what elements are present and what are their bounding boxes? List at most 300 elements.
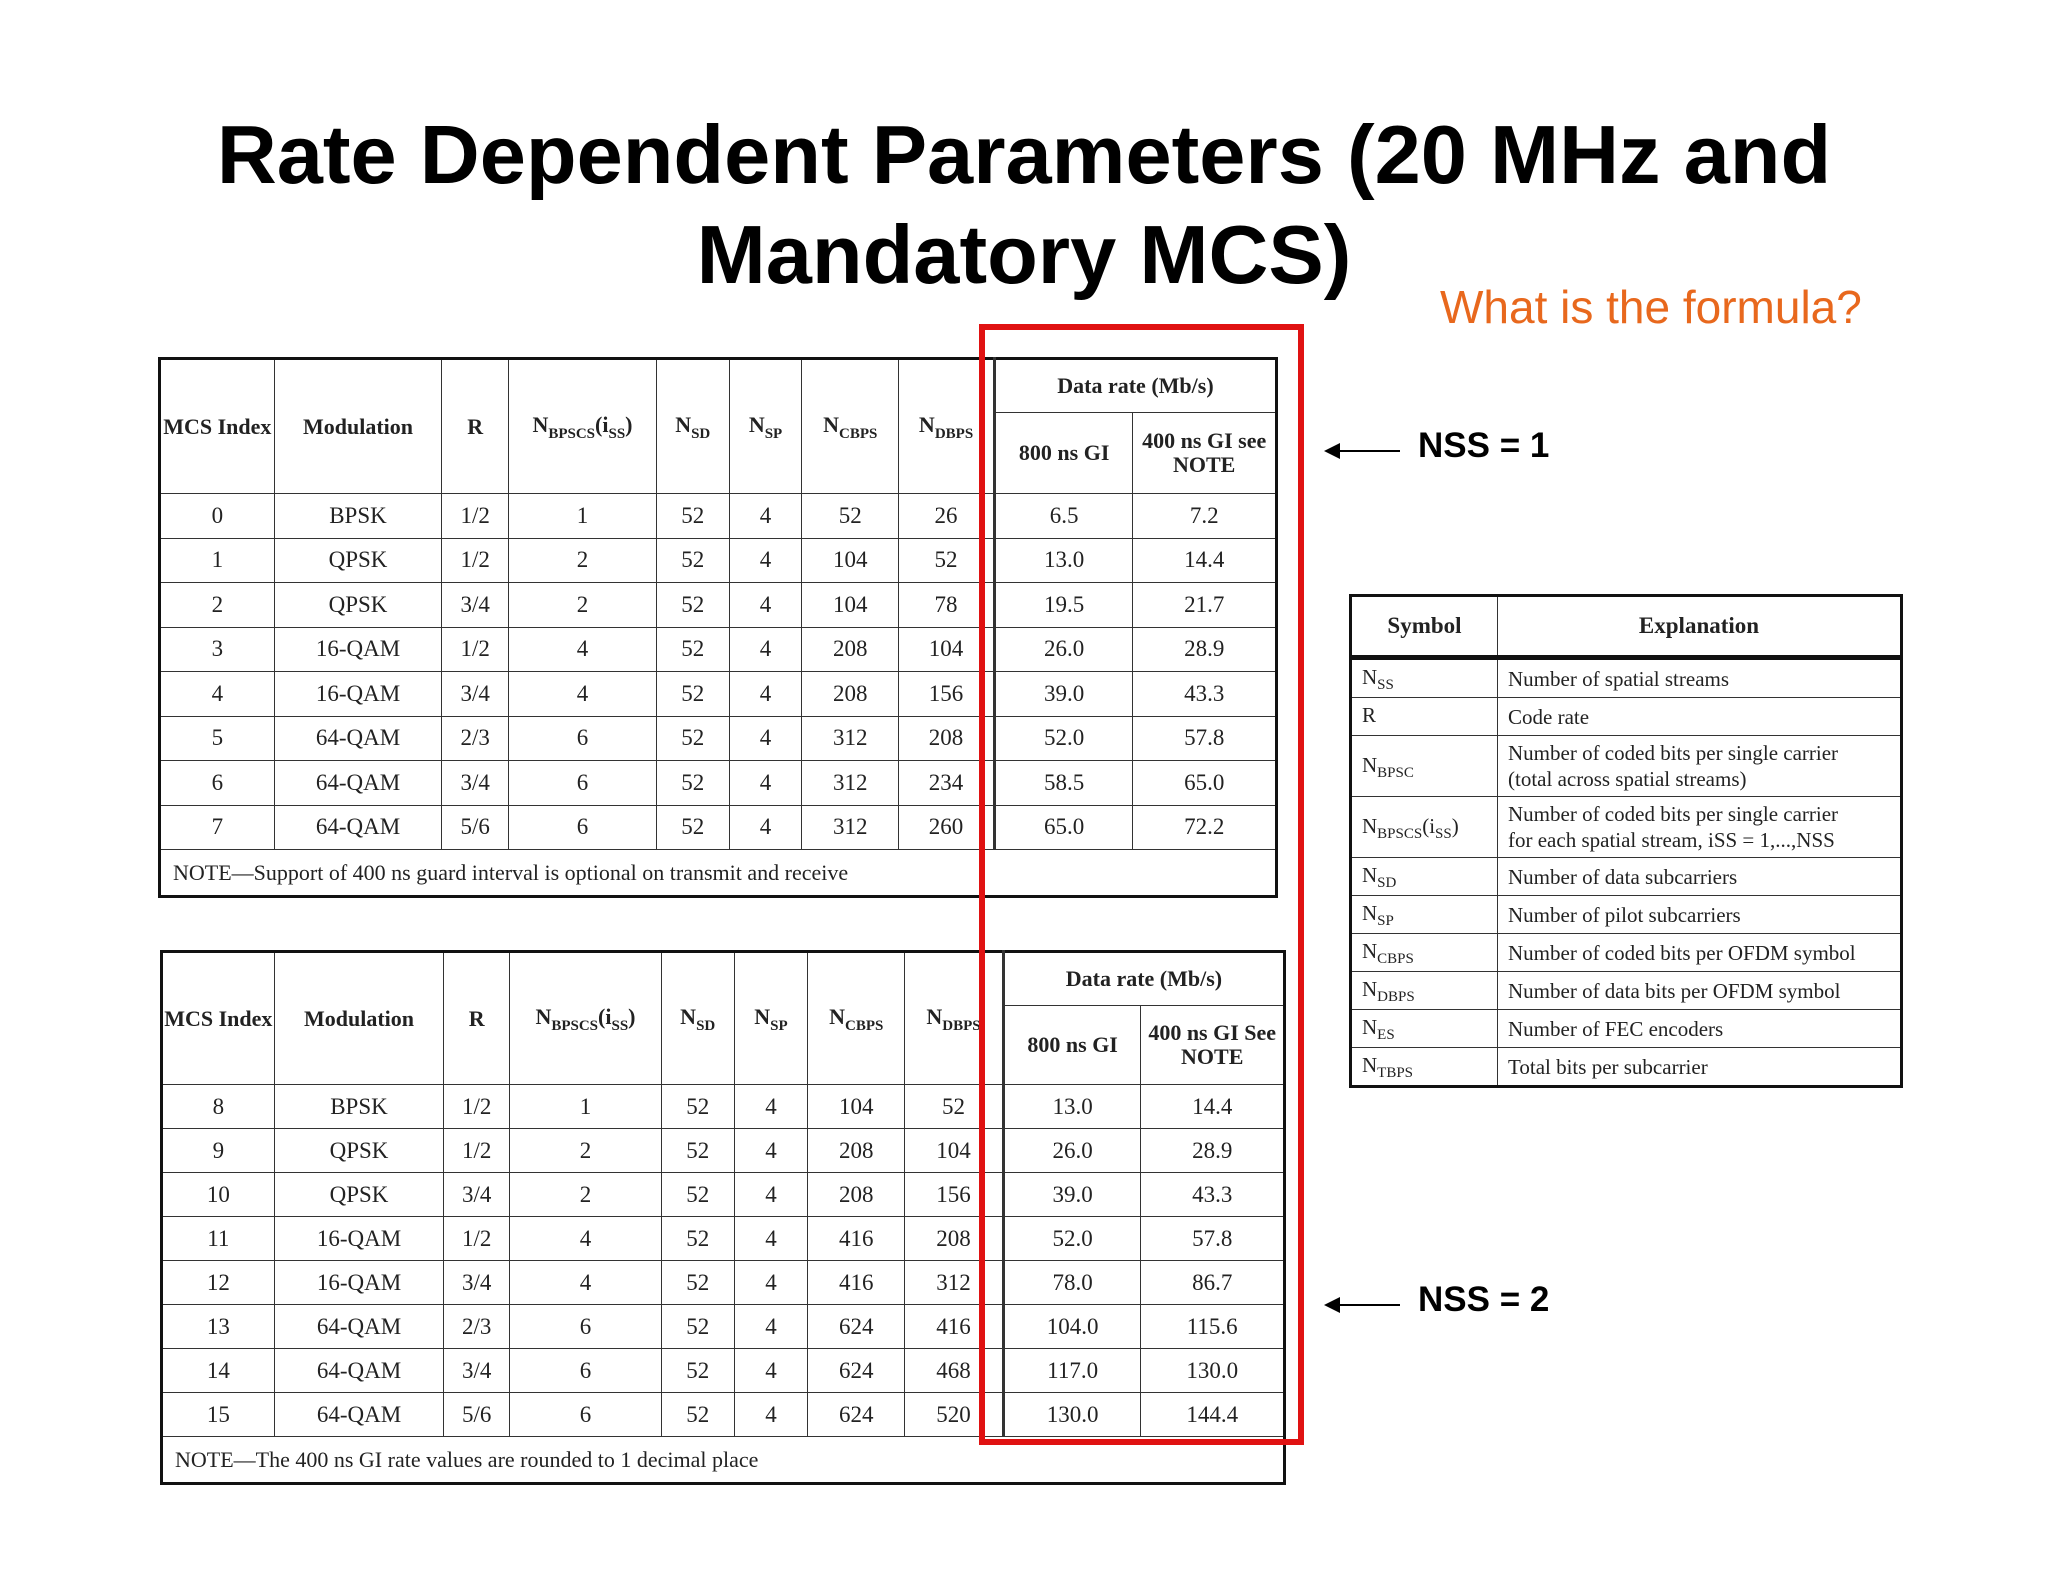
header-nbpscs-n: N (535, 1004, 552, 1029)
cell-modulation: 16-QAM (274, 672, 442, 717)
cell-nsd: 52 (656, 761, 729, 806)
cell-ndbps: 104 (899, 627, 995, 672)
symbol-cell (1351, 797, 1498, 858)
table-body (160, 494, 1277, 850)
cell-nbpscs: 2 (509, 583, 657, 628)
cell-code-rate: 2/3 (444, 1305, 510, 1349)
cell-nsp: 4 (729, 538, 802, 583)
cell-nsp: 4 (734, 1305, 808, 1349)
cell-nbpscs: 6 (509, 805, 657, 850)
symbol-row (1351, 797, 1902, 858)
cell-rate-800ns: 39.0 (1003, 1173, 1141, 1217)
cell-nsd: 52 (656, 494, 729, 539)
explanation-line: Number of coded bits per single carrier (1508, 802, 1839, 826)
symbol-sym: N (1362, 863, 1378, 887)
header-nbpscs-arg: (i (598, 1004, 612, 1029)
cell-nsd: 52 (656, 583, 729, 628)
symbol-row (1351, 736, 1902, 797)
cell-nsp: 4 (729, 761, 802, 806)
cell-ndbps: 156 (899, 672, 995, 717)
cell-mcs-index: 7 (160, 805, 275, 850)
cell-code-rate: 3/4 (444, 1173, 510, 1217)
cell-rate-800ns: 65.0 (994, 805, 1132, 850)
explanation-line: Number of coded bits per OFDM symbol (1508, 940, 1856, 965)
cell-rate-400ns: 43.3 (1141, 1173, 1285, 1217)
table-body (162, 1085, 1285, 1437)
explanation-line: Total bits per subcarrier (1508, 1054, 1708, 1079)
explanation-cell (1498, 934, 1902, 972)
cell-rate-800ns: 13.0 (1003, 1085, 1141, 1129)
table-row (160, 583, 1277, 628)
cell-modulation: QPSK (274, 1173, 444, 1217)
symbol-cell (1351, 934, 1498, 972)
header-400ns-gi: 400 ns GI see NOTE (1133, 413, 1277, 494)
cell-modulation: QPSK (274, 538, 442, 583)
cell-ncbps: 208 (808, 1129, 905, 1173)
header-nsd-sub: SD (696, 1018, 716, 1034)
cell-rate-400ns: 130.0 (1141, 1349, 1285, 1393)
header-ncbps-sub: CBPS (839, 426, 878, 442)
cell-nsd: 52 (656, 538, 729, 583)
cell-mcs-index: 10 (162, 1173, 275, 1217)
table-row (162, 1305, 1285, 1349)
explanation-line: Code rate (1508, 704, 1590, 729)
cell-mcs-index: 6 (160, 761, 275, 806)
header-nsd (661, 952, 734, 1085)
cell-ndbps: 208 (899, 716, 995, 761)
header-nbpscs-arg: (i (595, 412, 609, 437)
explanation-cell (1498, 896, 1902, 934)
cell-modulation: QPSK (274, 583, 442, 628)
cell-nsp: 4 (734, 1173, 808, 1217)
symbol-row (1351, 972, 1902, 1010)
cell-nsp: 4 (729, 716, 802, 761)
cell-code-rate: 3/4 (442, 672, 509, 717)
header-ndbps-n: N (918, 412, 935, 437)
symbol-cell (1351, 1010, 1498, 1048)
symbol-sub: BPSC (1377, 764, 1414, 781)
arrow-left-icon (1338, 450, 1400, 452)
cell-rate-400ns: 144.4 (1141, 1393, 1285, 1437)
cell-nsd: 52 (656, 805, 729, 850)
symbol-cell (1351, 658, 1498, 698)
cell-ndbps: 104 (905, 1129, 1004, 1173)
cell-ncbps: 104 (802, 538, 899, 583)
cell-rate-800ns: 6.5 (994, 494, 1132, 539)
header-nsp-n: N (748, 412, 765, 437)
symbol-sym: N (1362, 1053, 1378, 1077)
cell-ndbps: 234 (899, 761, 995, 806)
symbol-cell (1351, 972, 1498, 1010)
arrowhead-icon (1324, 1297, 1340, 1313)
cell-modulation: 16-QAM (274, 1217, 444, 1261)
cell-nsd: 52 (661, 1261, 734, 1305)
symbol-sub: SP (1377, 913, 1394, 929)
explanation-cell (1498, 736, 1902, 797)
cell-code-rate: 5/6 (444, 1393, 510, 1437)
table-row (162, 1173, 1285, 1217)
cell-nsd: 52 (661, 1217, 734, 1261)
symbol-sym: R (1362, 703, 1377, 727)
table-row (162, 1129, 1285, 1173)
header-ndbps-sub: DBPS (942, 1018, 981, 1034)
symbol-sub: SS (1377, 677, 1394, 693)
explanation-line: Number of spatial streams (1508, 666, 1730, 691)
explanation-cell (1498, 658, 1902, 698)
cell-ndbps: 312 (905, 1261, 1004, 1305)
arrowhead-icon (1324, 443, 1340, 459)
header-mcs-index: MCS Index (162, 952, 275, 1085)
cell-nsp: 4 (734, 1349, 808, 1393)
header-ncbps (802, 359, 899, 494)
cell-ncbps: 208 (802, 627, 899, 672)
cell-nsd: 52 (661, 1173, 734, 1217)
symbol-cell (1351, 698, 1498, 736)
cell-nbpscs: 1 (509, 494, 657, 539)
cell-code-rate: 1/2 (442, 494, 509, 539)
cell-ndbps: 26 (899, 494, 995, 539)
cell-modulation: BPSK (274, 494, 442, 539)
cell-ncbps: 52 (802, 494, 899, 539)
symbol-extra: (i (1422, 813, 1436, 838)
cell-nsp: 4 (734, 1085, 808, 1129)
header-ncbps-sub: CBPS (845, 1018, 884, 1034)
header-nsd-n: N (675, 412, 692, 437)
symbol-row (1351, 1048, 1902, 1087)
symbol-cell (1351, 736, 1498, 797)
cell-rate-800ns: 130.0 (1003, 1393, 1141, 1437)
header-modulation: Modulation (274, 359, 442, 494)
cell-ndbps: 208 (905, 1217, 1004, 1261)
symbol-row (1351, 698, 1902, 736)
cell-nbpscs: 6 (510, 1305, 662, 1349)
symbol-row (1351, 896, 1902, 934)
explanation-cell (1498, 858, 1902, 896)
slide-title: Rate Dependent Parameters (20 MHz and Mandatory MCS) (216, 108, 1832, 301)
cell-nbpscs: 2 (510, 1173, 662, 1217)
cell-ncbps: 104 (808, 1085, 905, 1129)
arrow-left-icon (1338, 1304, 1400, 1306)
explanation-line-2: for each spatial stream, iSS = 1,...,NSS (1508, 828, 1835, 852)
explanation-cell (1498, 972, 1902, 1010)
cell-rate-400ns: 57.8 (1133, 716, 1277, 761)
cell-code-rate: 1/2 (442, 627, 509, 672)
cell-mcs-index: 13 (162, 1305, 275, 1349)
nss1-label: NSS = 1 (1418, 426, 1550, 465)
explanation-cell (1498, 1048, 1902, 1087)
cell-nbpscs: 6 (509, 761, 657, 806)
cell-ncbps: 624 (808, 1393, 905, 1437)
header-nsd (656, 359, 729, 494)
cell-rate-400ns: 14.4 (1133, 538, 1277, 583)
cell-modulation: QPSK (274, 1129, 444, 1173)
cell-ncbps: 312 (802, 761, 899, 806)
header-row (162, 952, 1285, 1006)
cell-mcs-index: 1 (160, 538, 275, 583)
cell-rate-400ns: 14.4 (1141, 1085, 1285, 1129)
header-ndbps (899, 359, 995, 494)
cell-nsp: 4 (729, 672, 802, 717)
cell-mcs-index: 15 (162, 1393, 275, 1437)
table-row (160, 716, 1277, 761)
cell-nsp: 4 (729, 583, 802, 628)
cell-mcs-index: 9 (162, 1129, 275, 1173)
cell-rate-800ns: 39.0 (994, 672, 1132, 717)
mcs-table-nss1 (158, 357, 1278, 898)
cell-nsp: 4 (734, 1261, 808, 1305)
cell-nsp: 4 (734, 1217, 808, 1261)
cell-mcs-index: 14 (162, 1349, 275, 1393)
header-ncbps-n: N (823, 412, 840, 437)
cell-modulation: 64-QAM (274, 805, 442, 850)
symbol-cell (1351, 896, 1498, 934)
cell-ndbps: 468 (905, 1349, 1004, 1393)
cell-code-rate: 1/2 (444, 1217, 510, 1261)
header-nsp-n: N (754, 1004, 771, 1029)
cell-mcs-index: 11 (162, 1217, 275, 1261)
cell-nbpscs: 6 (510, 1349, 662, 1393)
cell-rate-400ns: 65.0 (1133, 761, 1277, 806)
cell-rate-400ns: 86.7 (1141, 1261, 1285, 1305)
symbol-sym: N (1362, 1015, 1378, 1039)
header-ndbps-n: N (926, 1004, 943, 1029)
header-ndbps-sub: DBPS (934, 426, 974, 442)
symbol-sub: CBPS (1377, 951, 1414, 967)
cell-nsd: 52 (661, 1129, 734, 1173)
header-modulation: Modulation (274, 952, 444, 1085)
cell-nsp: 4 (729, 805, 802, 850)
cell-mcs-index: 12 (162, 1261, 275, 1305)
header-explanation: Explanation (1498, 596, 1902, 658)
cell-rate-400ns: 72.2 (1133, 805, 1277, 850)
table-row (162, 1085, 1285, 1129)
header-data-rate: Data rate (Mb/s) (1003, 952, 1284, 1006)
header-nbpscs-sub: BPSCS (548, 426, 596, 442)
header-mcs-index: MCS Index (160, 359, 275, 494)
cell-nbpscs: 4 (509, 627, 657, 672)
cell-nbpscs: 4 (510, 1217, 662, 1261)
table-row (160, 538, 1277, 583)
header-ncbps (808, 952, 905, 1085)
cell-rate-400ns: 115.6 (1141, 1305, 1285, 1349)
cell-rate-800ns: 52.0 (1003, 1217, 1141, 1261)
header-800ns-gi: 800 ns GI (994, 413, 1132, 494)
cell-ncbps: 416 (808, 1217, 905, 1261)
header-row (160, 359, 1277, 413)
header-ncbps-n: N (829, 1004, 846, 1029)
cell-nsd: 52 (656, 672, 729, 717)
cell-nbpscs: 4 (509, 672, 657, 717)
cell-modulation: 64-QAM (274, 1349, 444, 1393)
header-nsd-sub: SD (691, 426, 711, 442)
cell-rate-400ns: 7.2 (1133, 494, 1277, 539)
symbol-cell (1351, 1048, 1498, 1087)
table-row (162, 1393, 1285, 1437)
header-nbpscs-arg-sub: SS (611, 1018, 629, 1034)
header-400ns-gi: 400 ns GI See NOTE (1141, 1006, 1285, 1085)
cell-code-rate: 1/2 (444, 1085, 510, 1129)
mcs-table-nss2 (160, 950, 1286, 1485)
header-800ns-gi: 800 ns GI (1003, 1006, 1141, 1085)
cell-code-rate: 3/4 (442, 761, 509, 806)
cell-rate-400ns: 21.7 (1133, 583, 1277, 628)
cell-nsd: 52 (661, 1393, 734, 1437)
cell-nsd: 52 (661, 1305, 734, 1349)
header-nbpscs-sub: BPSCS (551, 1018, 599, 1034)
header-nbpscs (510, 952, 662, 1085)
symbol-extra-close: ) (1451, 813, 1459, 838)
symbol-sub: BPSCS (1377, 825, 1423, 842)
cell-modulation: 64-QAM (274, 716, 442, 761)
header-nsp-sub: SP (770, 1018, 788, 1034)
cell-nsp: 4 (734, 1129, 808, 1173)
cell-ndbps: 78 (899, 583, 995, 628)
cell-nbpscs: 4 (510, 1261, 662, 1305)
header-nsp (729, 359, 802, 494)
table-row (162, 1261, 1285, 1305)
symbol-sym: N (1362, 901, 1378, 925)
header-data-rate: Data rate (Mb/s) (994, 359, 1276, 413)
table-row (160, 805, 1277, 850)
cell-nsd: 52 (656, 627, 729, 672)
cell-mcs-index: 2 (160, 583, 275, 628)
symbol-sym: N (1362, 665, 1378, 689)
cell-rate-800ns: 26.0 (1003, 1129, 1141, 1173)
symbol-row (1351, 858, 1902, 896)
table-row (160, 672, 1277, 717)
nss2-label: NSS = 2 (1418, 1280, 1550, 1319)
header-nbpscs-close: ) (625, 412, 633, 437)
cell-rate-800ns: 117.0 (1003, 1349, 1141, 1393)
header-nsp-sub: SP (764, 426, 783, 442)
cell-nsp: 4 (729, 627, 802, 672)
cell-nbpscs: 6 (509, 716, 657, 761)
cell-rate-800ns: 13.0 (994, 538, 1132, 583)
table-note: NOTE—Support of 400 ns guard interval is optional on transmit and receive (160, 850, 1277, 897)
explanation-cell (1498, 797, 1902, 858)
symbol-row (1351, 934, 1902, 972)
symbol-sym: N (1362, 813, 1378, 838)
symbol-row (1351, 658, 1902, 698)
explanation-cell (1498, 698, 1902, 736)
cell-ncbps: 208 (802, 672, 899, 717)
symbol-sub: TBPS (1377, 1065, 1414, 1081)
cell-rate-400ns: 28.9 (1133, 627, 1277, 672)
cell-rate-800ns: 78.0 (1003, 1261, 1141, 1305)
cell-rate-400ns: 43.3 (1133, 672, 1277, 717)
table-row (162, 1349, 1285, 1393)
header-nsp (734, 952, 808, 1085)
table-row (162, 1217, 1285, 1261)
cell-modulation: 64-QAM (274, 761, 442, 806)
header-nbpscs-close: ) (628, 1004, 636, 1029)
cell-modulation: 64-QAM (274, 1305, 444, 1349)
cell-nbpscs: 2 (509, 538, 657, 583)
cell-ncbps: 208 (808, 1173, 905, 1217)
cell-nbpscs: 2 (510, 1129, 662, 1173)
explanation-line-2: (total across spatial streams) (1508, 767, 1747, 791)
cell-ncbps: 104 (802, 583, 899, 628)
cell-nsd: 52 (661, 1349, 734, 1393)
cell-nsd: 52 (661, 1085, 734, 1129)
explanation-line: Number of FEC encoders (1508, 1016, 1724, 1041)
header-nbpscs (509, 359, 657, 494)
symbol-sub: DBPS (1377, 989, 1415, 1005)
table-row (160, 761, 1277, 806)
symbol-sub: SD (1377, 875, 1397, 891)
cell-modulation: 16-QAM (274, 627, 442, 672)
cell-code-rate: 3/4 (444, 1261, 510, 1305)
cell-code-rate: 2/3 (442, 716, 509, 761)
explanation-line: Number of data subcarriers (1508, 864, 1738, 889)
formula-question: What is the formula? (1440, 281, 1862, 333)
cell-ncbps: 624 (808, 1305, 905, 1349)
header-nbpscs-n: N (532, 412, 549, 437)
cell-nbpscs: 1 (510, 1085, 662, 1129)
explanation-cell (1498, 1010, 1902, 1048)
cell-rate-800ns: 58.5 (994, 761, 1132, 806)
header-nsd-n: N (680, 1004, 697, 1029)
cell-rate-800ns: 19.5 (994, 583, 1132, 628)
cell-ndbps: 156 (905, 1173, 1004, 1217)
symbol-table (1349, 594, 1903, 1088)
cell-ndbps: 52 (905, 1085, 1004, 1129)
symbol-header-row (1351, 596, 1902, 658)
cell-modulation: 16-QAM (274, 1261, 444, 1305)
explanation-line: Number of coded bits per single carrier (1508, 741, 1839, 765)
table-row (160, 627, 1277, 672)
symbol-body (1351, 658, 1902, 1087)
cell-code-rate: 5/6 (442, 805, 509, 850)
symbol-sub: ES (1377, 1027, 1395, 1043)
cell-mcs-index: 5 (160, 716, 275, 761)
cell-code-rate: 1/2 (442, 538, 509, 583)
symbol-cell (1351, 858, 1498, 896)
cell-nsd: 52 (656, 716, 729, 761)
symbol-sym: N (1362, 752, 1378, 777)
cell-ncbps: 312 (802, 805, 899, 850)
cell-mcs-index: 3 (160, 627, 275, 672)
symbol-sym: N (1362, 939, 1378, 963)
header-r: R (444, 952, 510, 1085)
symbol-sym: N (1362, 977, 1378, 1001)
cell-ndbps: 52 (899, 538, 995, 583)
cell-mcs-index: 0 (160, 494, 275, 539)
cell-nbpscs: 6 (510, 1393, 662, 1437)
cell-nsp: 4 (734, 1393, 808, 1437)
symbol-row (1351, 1010, 1902, 1048)
cell-ndbps: 260 (899, 805, 995, 850)
cell-rate-400ns: 57.8 (1141, 1217, 1285, 1261)
cell-rate-800ns: 104.0 (1003, 1305, 1141, 1349)
cell-modulation: BPSK (274, 1085, 444, 1129)
cell-ndbps: 416 (905, 1305, 1004, 1349)
header-ndbps (905, 952, 1004, 1085)
cell-rate-800ns: 52.0 (994, 716, 1132, 761)
cell-code-rate: 3/4 (444, 1349, 510, 1393)
cell-code-rate: 1/2 (444, 1129, 510, 1173)
table-row (160, 494, 1277, 539)
cell-mcs-index: 8 (162, 1085, 275, 1129)
header-r: R (442, 359, 509, 494)
cell-code-rate: 3/4 (442, 583, 509, 628)
header-symbol: Symbol (1351, 596, 1498, 658)
cell-rate-800ns: 26.0 (994, 627, 1132, 672)
cell-modulation: 64-QAM (274, 1393, 444, 1437)
cell-ndbps: 520 (905, 1393, 1004, 1437)
table-note: NOTE—The 400 ns GI rate values are rounded to 1 decimal place (162, 1437, 1285, 1484)
header-nbpscs-arg-sub: SS (608, 426, 626, 442)
